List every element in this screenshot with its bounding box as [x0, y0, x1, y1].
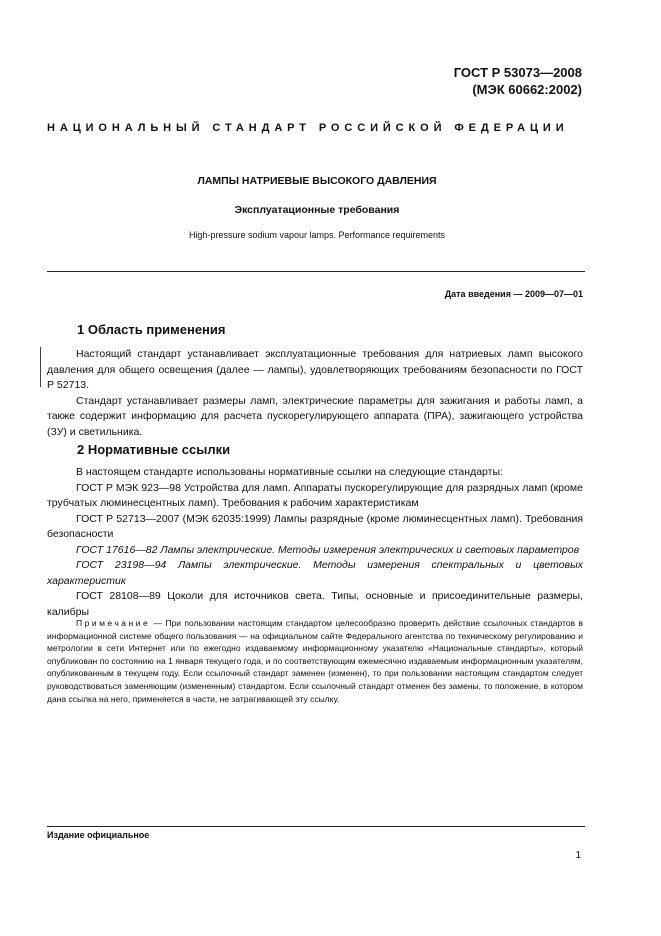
reference-item: ГОСТ Р МЭК 923—98 Устройства для ламп. Аппараты пускорегулирующие для разрядных ламп (кроме трубчатых люминесцентных ламп). Требования к рабочим характеристикам [47, 481, 583, 509]
gost-number: ГОСТ Р 53073—2008 [453, 65, 582, 80]
footer-divider [47, 826, 585, 827]
section-1-heading: 1 Область применения [77, 322, 226, 337]
section-2-body [47, 465, 583, 620]
page-number: 1 [575, 850, 581, 861]
title-divider [47, 271, 585, 272]
section-2-heading: 2 Нормативные ссылки [77, 442, 231, 457]
document-designation [454, 64, 582, 98]
change-bar [40, 347, 41, 387]
reference-item: ГОСТ 23198—94 Лампы электрические. Методы измерения спектральных и цветовых характеристик [47, 559, 583, 587]
section-2-intro: В настоящем стандарте использованы нормативные ссылки на следующие стандарты: [76, 466, 503, 478]
section-1-paragraph: Стандарт устанавливает размеры ламп, электрические параметры для зажигания и работы ламп, а также содержит информацию для расчета пускорегулирующего аппарата (ПРА), зажигающего устройства (ЗУ) и светильника. [47, 394, 583, 438]
document-title: ЛАМПЫ НАТРИЕВЫЕ ВЫСОКОГО ДАВЛЕНИЯ [197, 175, 437, 187]
section-1-paragraph: Настоящий стандарт устанавливает эксплуатационные требования для натриевых ламп высокого давления для общего освещения (далее — лампы), удовлетворяющих требованиям безопасности по ГОСТ Р 52713. [47, 348, 583, 391]
national-standard-banner: НАЦИОНАЛЬНЫЙ СТАНДАРТ РОССИЙСКОЙ ФЕДЕРАЦИИ [47, 122, 569, 134]
introduction-date: Дата введения — 2009—07—01 [444, 289, 583, 299]
document-subtitle: Эксплуатационные требования [234, 204, 400, 216]
reference-item: ГОСТ 17616—82 Лампы электрические. Методы измерения электрических и световых параметров [76, 543, 580, 556]
reference-item: ГОСТ Р 52713—2007 (МЭК 62035:1999) Лампы разрядные (кроме люминесцентных ламп). Требования безопасности [47, 512, 583, 540]
note-block [47, 617, 583, 705]
iec-number: (МЭК 60662:2002) [472, 82, 582, 97]
note-text: — При пользовании настоящим стандартом целесообразно проверить действие ссылочных стандартов в информационной системе общего пользования — на официальном сайте Федерального агентства по техническому регулированию и метрологии в сети Интернет или по ежегодно издаваемому информационному указателю «Национальные стандарты», который опубликован по состоянию на 1 января текущего года, и по соответствующим ежемесячно издаваемым информационным указателям, опубликованным в текущем году. Если ссылочный стандарт заменен (изменен), то при пользовании настоящим стандартом следует руководствоваться заменяющим (измененным) стандартом. Если ссылочный стандарт отменен без замены, то положение, в котором дана ссылка на него, применяется в части, не затрагивающей эту ссылку. [47, 618, 583, 704]
section-1-body [47, 347, 583, 440]
english-title: High-pressure sodium vapour lamps. Performance requirements [188, 230, 446, 240]
edition-label: Издание официальное [47, 830, 150, 840]
note-label: Примечание [76, 618, 151, 628]
reference-item: ГОСТ 28108—89 Цоколи для источников света. Типы, основные и присоединительные размеры, калибры [47, 590, 583, 618]
